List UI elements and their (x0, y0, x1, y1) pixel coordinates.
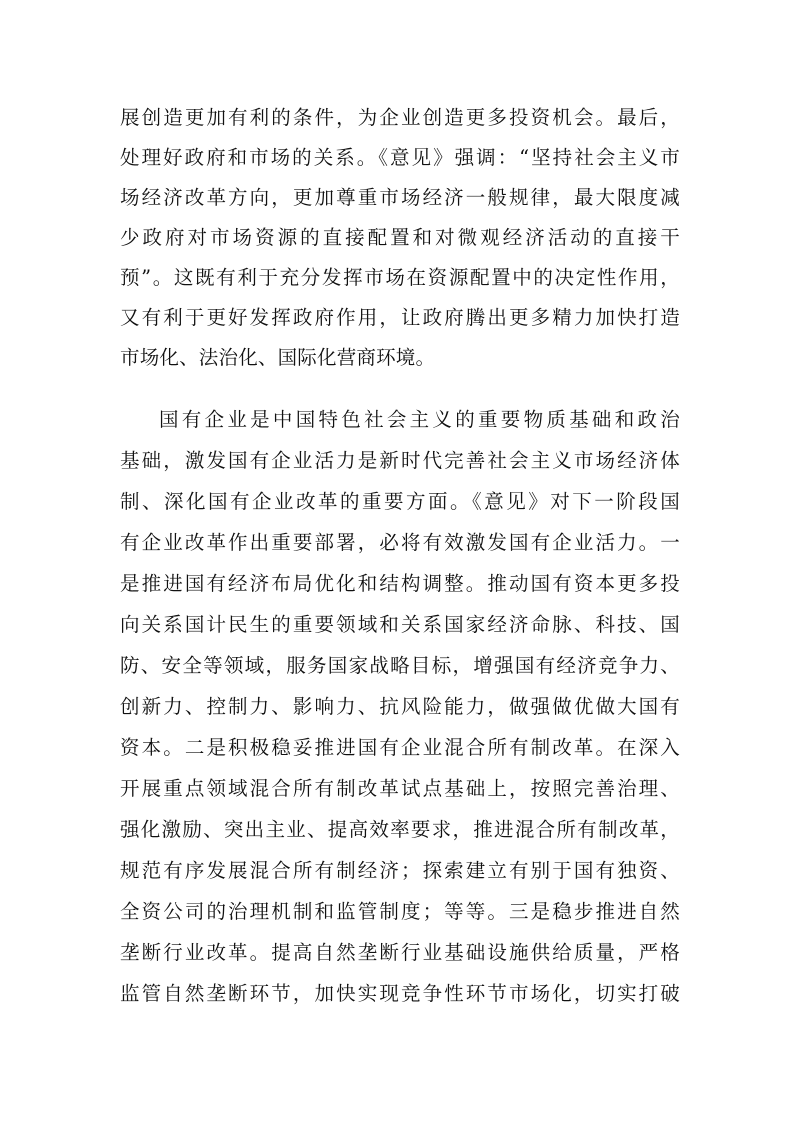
paragraph-2-line-4: 有企业改革作出重要部署，必将有效激发国有企业活力。一 (120, 531, 680, 554)
paragraph-1-line-7: 市场化、法治化、国际化营商环境。 (120, 346, 436, 369)
paragraph-1-line-5: 预”。这既有利于充分发挥市场在资源配置中的决定性作用， (120, 266, 680, 289)
paragraph-2-line-9: 资本。二是积极稳妥推进国有企业混合所有制改革。在深入 (120, 736, 680, 759)
paragraph-2-line-12: 规范有序发展混合所有制经济；探索建立有别于国有独资、 (120, 859, 680, 882)
paragraph-1-line-3: 场经济改革方向，更加尊重市场经济一般规律，最大限度减 (120, 186, 680, 209)
paragraph-2-line-3: 制、深化国有企业改革的重要方面。《意见》对下一阶段国 (120, 490, 680, 513)
paragraph-2-line-13: 全资公司的治理机制和监管制度；等等。三是稳步推进自然 (120, 900, 680, 923)
paragraph-2-line-10: 开展重点领域混合所有制改革试点基础上，按照完善治理、 (120, 777, 680, 800)
paragraph-1-line-4: 少政府对市场资源的直接配置和对微观经济活动的直接干 (120, 226, 680, 249)
paragraph-2-line-14: 垄断行业改革。提高自然垄断行业基础设施供给质量，严格 (120, 941, 680, 964)
paragraph-1-line-2: 处理好政府和市场的关系。《意见》强调：“坚持社会主义市 (120, 146, 680, 169)
paragraph-1-line-6: 又有利于更好发挥政府作用，让政府腾出更多精力加快打造 (120, 306, 680, 329)
paragraph-2-line-11: 强化激励、突出主业、提高效率要求，推进混合所有制改革， (120, 818, 680, 841)
paragraph-2-line-1: 国有企业是中国特色社会主义的重要物质基础和政治 (159, 408, 680, 431)
paragraph-2-line-6: 向关系国计民生的重要领域和关系国家经济命脉、科技、国 (120, 613, 680, 636)
paragraph-1-line-1: 展创造更加有利的条件，为企业创造更多投资机会。最后， (120, 106, 680, 129)
paragraph-2-line-5: 是推进国有经济布局优化和结构调整。推动国有资本更多投 (120, 572, 680, 595)
paragraph-2-line-15: 监管自然垄断环节，加快实现竞争性环节市场化，切实打破 (120, 982, 680, 1005)
paragraph-2-line-2: 基础，激发国有企业活力是新时代完善社会主义市场经济体 (120, 449, 680, 472)
paragraph-2-line-7: 防、安全等领域，服务国家战略目标，增强国有经济竞争力、 (120, 654, 680, 677)
paragraph-2-line-8: 创新力、控制力、影响力、抗风险能力，做强做优做大国有 (120, 695, 680, 718)
